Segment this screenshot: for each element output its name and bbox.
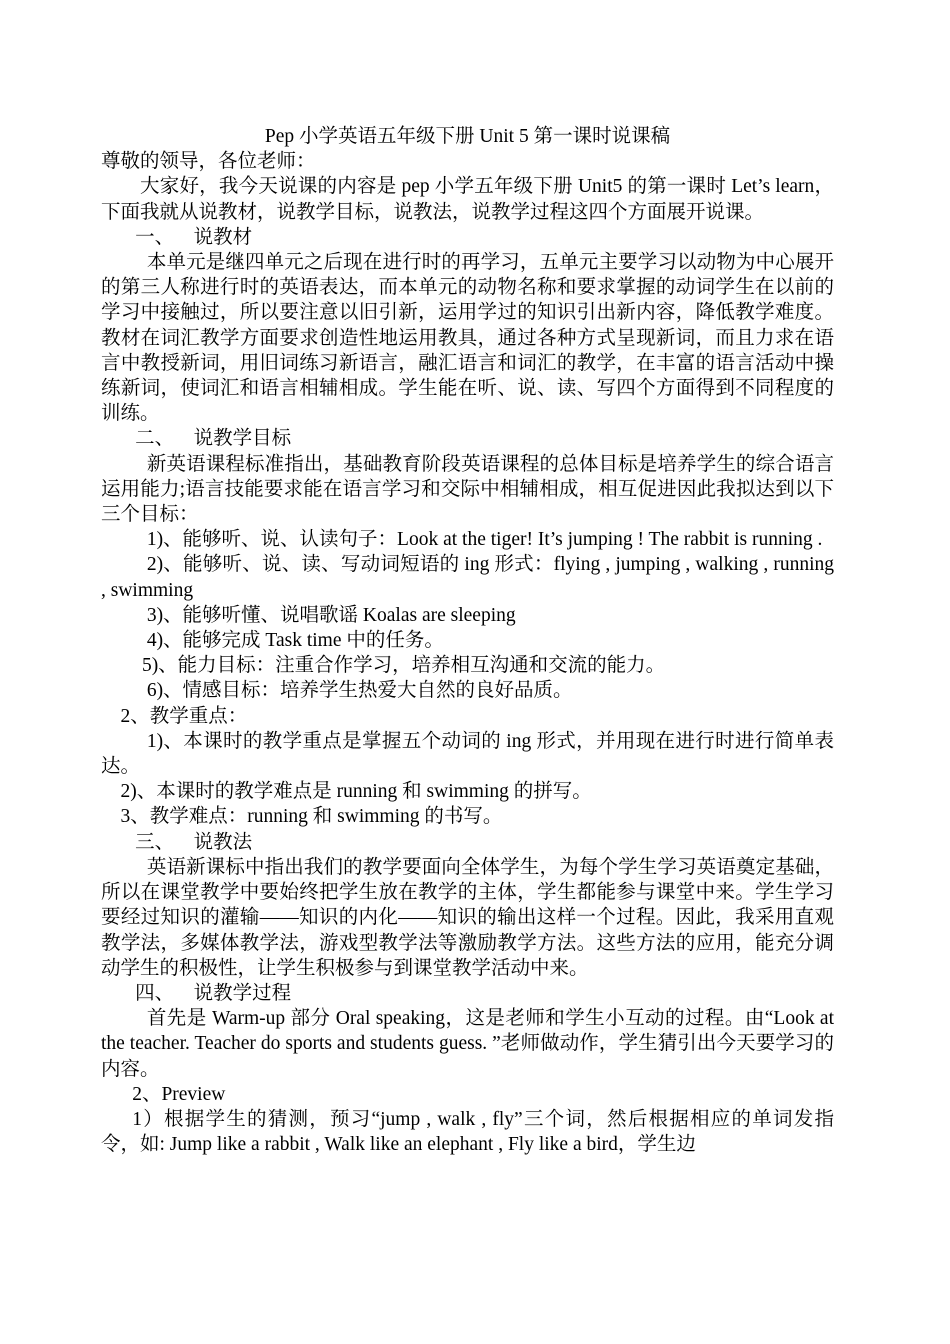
goal-item: 6)、情感目标：培养学生热爱大自然的良好品质。 — [146, 680, 573, 702]
goal-item: 4)、能够完成 Task time 中的任务。 — [146, 630, 444, 652]
intro-paragraph: 大家好，我今天说课的内容是 pep 小学五年级下册 Unit5 的第一课时 Let’s learn，下面我就从说教材，说教学目标，说教法，说教学过程这四个方面展开说课。 — [101, 176, 834, 223]
preview-heading: 2、Preview — [132, 1083, 226, 1105]
section-heading-1 — [101, 225, 834, 250]
section-number: 二、 — [135, 428, 175, 450]
section-number: 四、 — [135, 982, 175, 1004]
section-2-paragraph: 新英语课程标准指出，基础教育阶段英语课程的总体目标是培养学生的综合语言运用能力;语言技能要求能在语言学习和交际中相辅相成，相互促进因此我拟达到以下三个目标： — [101, 453, 834, 526]
key-point-item: 1)、本课时的教学重点是掌握五个动词的 ing 形式，并用现在进行时进行简单表达。 — [101, 730, 834, 778]
goal-item: 2)、能够听、说、读、写动词短语的 ing 形式：flying , jumping , walking , running , swimming — [101, 554, 834, 601]
section-4-paragraph: 首先是 Warm-up 部分 Oral speaking，这是老师和学生小互动的过程。由“Look at the teacher. Teacher do sports and students guess. ”老师做动作，学生猜引出今天要学习的内容。 — [101, 1008, 834, 1080]
section-number: 三、 — [135, 831, 175, 853]
section-heading-3 — [101, 830, 834, 855]
goal-item: 3)、能够听懂、说唱歌谣 Koalas are sleeping — [146, 604, 516, 626]
goal-item: 1)、能够听、说、认读句子：Look at the tiger! It’s jumping ! The rabbit is running . — [146, 529, 823, 551]
section-3-paragraph: 英语新课标中指出我们的教学要面向全体学生，为每个学生学习英语奠定基础，所以在课堂教学中要始终把学生放在教学的主体，学生都能参与课堂中来。学生学习要经过知识的灌输——知识的内化——知识的输出这样一个过程。因此，我采用直观教学法，多媒体教学法，游戏型教学法等激励教学方法。这些方法的应用，能充分调动学生的积极性，让学生积极参与到课堂教学活动中来。 — [101, 856, 834, 979]
section-title: 说教材 — [193, 226, 253, 248]
section-number: 一、 — [135, 226, 175, 248]
section-title: 说教学目标 — [193, 428, 292, 450]
section-title: 说教学过程 — [193, 982, 292, 1004]
document-title: Pep 小学英语五年级下册 Unit 5 第一课时说课稿 — [264, 126, 671, 147]
document-page — [101, 124, 834, 1157]
section-heading-4 — [101, 981, 834, 1006]
key-point-item: 2)、本课时的教学难点是 running 和 swimming 的拼写。 — [120, 781, 592, 803]
key-points-heading: 2、教学重点： — [120, 705, 248, 727]
salutation: 尊敬的领导，各位老师： — [101, 151, 316, 173]
section-1-paragraph: 本单元是继四单元之后现在进行时的再学习，五单元主要学习以动物为中心展开的第三人称进行时的英语表达，而本单元的动物名称和要求掌握的动词学生在以前的学习中接触过，所以要注意以旧引新，运用学过的知识引出新内容，降低教学难度。教材在词汇教学方面要求创造性地运用教具，通过各种方式呈现新词，而且力求在语言中教授新词，用旧词练习新语言，融汇语言和词汇的教学，在丰富的语言活动中操练新词，使词汇和语言相辅相成。学生能在听、说、读、写四个方面得到不同程度的训练。 — [101, 252, 834, 425]
difficult-points-line: 3、教学难点：running 和 swimming 的书写。 — [120, 806, 503, 828]
preview-paragraph: 1）根据学生的猜测，预习“jump , walk , fly”三个词，然后根据相应的单词发指令，如: Jump like a rabbit , Walk like an elephant , Fly like a bird，学生边 — [101, 1108, 834, 1156]
section-title: 说教法 — [193, 831, 253, 853]
section-heading-2 — [101, 426, 834, 451]
goal-item: 5)、能力目标：注重合作学习，培养相互沟通和交流的能力。 — [141, 655, 666, 677]
